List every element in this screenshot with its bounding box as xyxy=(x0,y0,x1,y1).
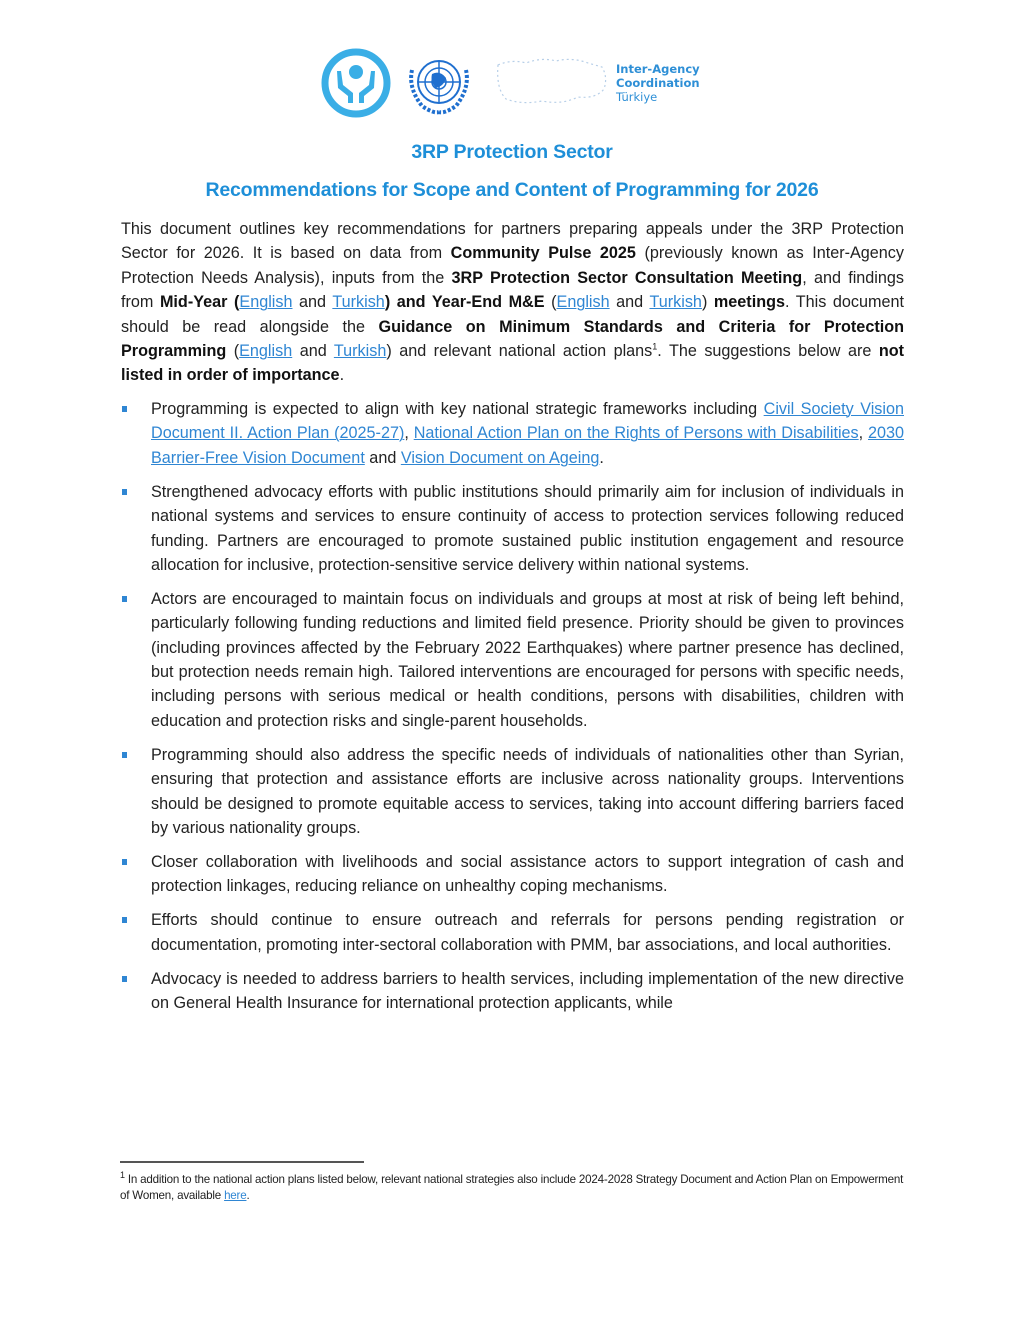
recommendation-text: Actors are encouraged to maintain focus on individuals and groups at most at risk of being left behind, particularly following funding reductions and limited field presence. Priority should be given to provinces (including provinces affected by the February 2022 Earthquakes) where partner presence has declined, but protection needs remain high. Tailored interventions are encouraged for persons with specific needs, including persons with serious medical or health conditions, persons with disabilities, children with education and protection risks and single-parent households. xyxy=(151,589,904,730)
intro-bold-midyear: Mid-Year ( xyxy=(159,293,240,312)
guidance-turkish-link[interactable]: Turkish xyxy=(333,342,387,361)
un-emblem-icon xyxy=(404,48,474,118)
turkiye-map-icon xyxy=(492,53,612,113)
intro-text: ) xyxy=(701,293,714,312)
intro-text: ( xyxy=(226,342,240,361)
intro-text: and xyxy=(292,293,333,312)
recommendation-text: and xyxy=(364,448,401,467)
intro-bold-consultation: 3RP Protection Sector Consultation Meeting xyxy=(451,268,803,287)
intro-text: . This document should be read alongside the xyxy=(121,293,905,336)
recommendation-text: Programming should also address the specific needs of individuals of nationalities other than Syrian, ensuring that protection and assistance efforts are inclusive across nationality groups. Interventions should be designed to promote equitable access to services, taking into account differing barriers faced by various nationality groups. xyxy=(151,745,904,837)
header-logos xyxy=(320,46,700,120)
footnote-separator xyxy=(120,1161,364,1163)
intro-bold-not-listed: not listed in order of importance xyxy=(121,342,904,385)
footnote-reference[interactable]: 1 xyxy=(652,341,658,352)
recommendation-item xyxy=(121,908,904,957)
intro-text: and xyxy=(609,293,650,312)
footnote xyxy=(120,1172,910,1204)
disability-action-plan-link[interactable]: National Action Plan on the Rights of Persons with Disabilities xyxy=(413,424,859,443)
footnote-number: 1 xyxy=(120,1170,125,1181)
midyear-turkish-link[interactable]: Turkish xyxy=(332,293,385,312)
recommendation-item xyxy=(121,850,904,899)
intro-text: ( xyxy=(544,293,557,312)
recommendation-text: Programming is expected to align with key national strategic frameworks including xyxy=(151,400,764,418)
intro-bold-yearend: ) and Year-End M&E xyxy=(384,293,545,312)
bullet-icon xyxy=(122,596,127,602)
recommendation-text: Efforts should continue to ensure outreach and referrals for persons pending registration or documentation, promoting inter-sectoral collaboration with PMM, bar associations, and local authorities. xyxy=(151,911,904,954)
midyear-english-link[interactable]: English xyxy=(239,293,293,312)
civil-society-vision-link[interactable]: Civil Society Vision Document II. Action Plan (2025-27) xyxy=(151,400,904,443)
recommendation-text: Closer collaboration with livelihoods and social assistance actors to support integration of cash and protection linkages, reducing reliance on unhealthy coping mechanisms. xyxy=(151,852,904,896)
bullet-icon xyxy=(122,406,127,412)
bullet-icon xyxy=(122,752,127,758)
recommendation-item xyxy=(121,480,904,578)
org-name xyxy=(616,62,700,104)
intro-paragraph xyxy=(121,217,904,388)
intro-text: . The suggestions below are xyxy=(657,342,879,361)
document-subtitle: Recommendations for Scope and Content of Programming for 2026 xyxy=(205,179,819,201)
barrier-free-vision-link[interactable]: 2030 Barrier-Free Vision Document xyxy=(151,424,905,467)
recommendation-text: . xyxy=(599,448,604,467)
org-name-line2: Coordination xyxy=(616,76,700,90)
intro-text: This document outlines key recommendations for partners preparing appeals under the 3RP Protection Sector for 2026. It is based on data from xyxy=(121,220,904,263)
intro-bold-community-pulse: Community Pulse 2025 xyxy=(450,244,636,263)
ageing-vision-link[interactable]: Vision Document on Ageing xyxy=(400,448,600,467)
bullet-icon xyxy=(122,917,127,923)
recommendations-list xyxy=(121,397,904,1025)
recommendation-text: Advocacy is needed to address barriers to health services, including implementation of the new directive on General Health Insurance for international protection applicants, while xyxy=(151,969,904,1012)
org-name-line3: Türkiye xyxy=(616,90,658,104)
intro-text: . xyxy=(339,366,345,385)
footnote-here-link[interactable]: here xyxy=(224,1189,247,1202)
org-name-line1: Inter-Agency xyxy=(616,62,700,76)
recommendation-item xyxy=(121,967,904,1016)
guidance-english-link[interactable]: English xyxy=(239,342,293,361)
intro-bold-meetings: meetings xyxy=(713,293,785,312)
document-title: 3RP Protection Sector xyxy=(411,141,613,163)
recommendation-item xyxy=(121,743,904,841)
intro-bold-guidance: Guidance on Minimum Standards and Criteria for Protection Programming xyxy=(121,317,904,361)
unhcr-logo-icon xyxy=(320,47,392,119)
intro-text: (previously known as Inter-Agency Protection Needs Analysis), inputs from the xyxy=(121,244,904,287)
recommendation-text: , xyxy=(404,424,414,443)
recommendation-text: Strengthened advocacy efforts with public institutions should primarily aim for inclusion of individuals in national systems and services to ensure continuity of access to protection services following reduced funding. Partners are encouraged to promote sustained public institution engagement and resource allocation for inclusive, protection-sensitive service delivery within national systems. xyxy=(151,482,904,574)
bullet-icon xyxy=(122,976,127,982)
recommendation-item xyxy=(121,397,904,470)
intro-text: , and findings from xyxy=(121,268,904,312)
recommendation-text: , xyxy=(858,424,868,443)
recommendation-item xyxy=(121,587,904,733)
footnote-end: . xyxy=(246,1189,250,1202)
footnote-text: In addition to the national action plans listed below, relevant national strategies also include 2024-2028 Strategy Document and Action Plan on Empowerment of Women, available xyxy=(120,1173,904,1202)
bullet-icon xyxy=(122,859,127,865)
yearend-english-link[interactable]: English xyxy=(556,293,610,312)
intro-text: and xyxy=(292,342,334,361)
bullet-icon xyxy=(122,489,127,495)
intro-text: ) and relevant national action plans xyxy=(386,342,653,361)
yearend-turkish-link[interactable]: Turkish xyxy=(649,293,702,312)
